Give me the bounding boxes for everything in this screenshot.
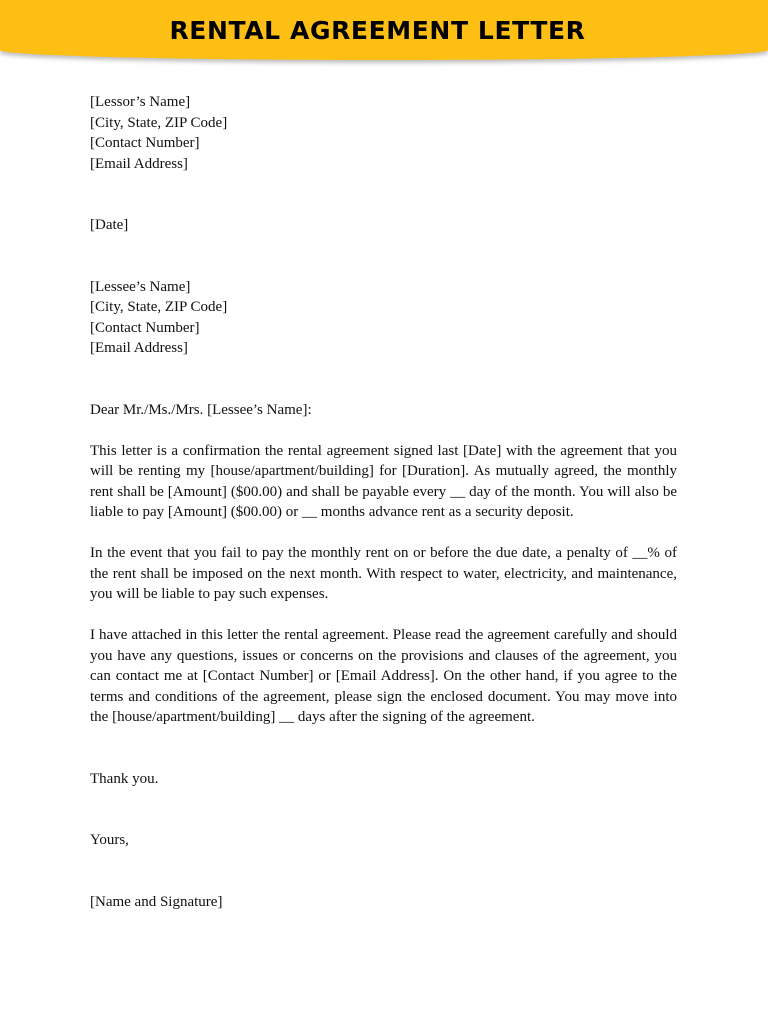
lessee-address-block <box>90 277 677 359</box>
lessee-email: [Email Address] <box>90 340 188 356</box>
lessor-name: [Lessor’s Name] <box>90 94 191 110</box>
lessor-contact: [Contact Number] <box>90 135 200 151</box>
lessor-email: [Email Address] <box>90 155 188 172</box>
paragraph-confirmation: This letter is a confirmation the rental agreement signed last [Date] with the agreement that you will be renting my [house/apartment/building] for [Duration]. As mutually agreed, the monthly rent shall be [Amount] ($00.00) and shall be payable every __ day of the month. You will also be liable to pay [Amount] ($00.00) or __ months advance rent as a security deposit. <box>90 442 677 520</box>
header-banner <box>0 0 768 60</box>
lessee-name: [Lessee’s Name] <box>90 278 191 295</box>
letter-body <box>90 92 677 912</box>
lessee-city: [City, State, ZIP Code] <box>90 299 228 315</box>
paragraph-penalty: In the event that you fail to pay the monthly rent on or before the due date, a penalty of __% of the rent shall be imposed on the next month. With respect to water, electricity, and maintenance, you will be liable to pay such expenses. <box>90 545 677 602</box>
lessor-address-block <box>90 92 677 174</box>
page-title: RENTAL AGREEMENT LETTER <box>169 16 586 45</box>
closing-thanks: Thank you. <box>90 770 159 787</box>
letter-date: [Date] <box>90 217 129 233</box>
salutation: Dear Mr./Ms./Mrs. [Lessee’s Name]: <box>90 401 312 418</box>
lessee-contact: [Contact Number] <box>90 319 200 336</box>
signature-line: [Name and Signature] <box>90 893 223 910</box>
closing-valediction: Yours, <box>90 832 129 848</box>
paragraph-attachment: I have attached in this letter the rental agreement. Please read the agreement carefully and should you have any questions, issues or concerns on the provisions and clauses of the agreement, you can contact me at [Contact Number] or [Email Address]. On the other hand, if you agree to the terms and conditions of the agreement, please sign the enclosed document. You may move into the [house/apartment/building] __ days after the signing of the agreement. <box>90 627 677 725</box>
lessor-city: [City, State, ZIP Code] <box>90 114 228 131</box>
